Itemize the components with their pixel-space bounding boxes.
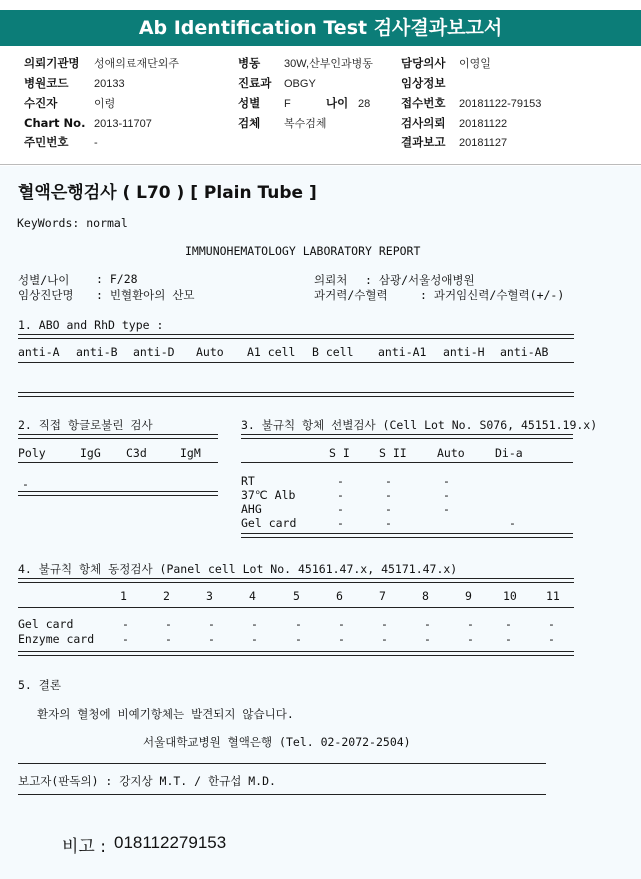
screen-header-cell: Di-a: [495, 446, 523, 460]
dat-header-cell: Poly: [18, 446, 46, 460]
value-sex: F: [284, 98, 291, 110]
panel-cell: -: [208, 632, 215, 646]
sex-age-value: : F/28: [96, 272, 138, 286]
panel-cell: -: [338, 632, 345, 646]
panel-cell: -: [122, 617, 129, 631]
diagnosis-value: : 빈혈환아의 산모: [96, 288, 195, 302]
screen-cell: -: [509, 516, 516, 530]
label-specimen: 검체: [238, 116, 261, 130]
label-hospital-code: 병원코드: [24, 76, 69, 90]
conclusion-text: 환자의 혈청에 비예기항체는 발견되지 않습니다.: [37, 707, 294, 721]
value-hospital-code: 20133: [94, 78, 125, 90]
value-physician: 이영일: [459, 58, 491, 70]
history-value: : 과거임신력/수혈력(+/-): [420, 288, 565, 302]
screen-bottom-rule: [241, 533, 573, 538]
panel-cell: -: [381, 617, 388, 631]
lab-report-title: IMMUNOHEMATOLOGY LABORATORY REPORT: [185, 244, 421, 258]
abo-header-cell: anti-D: [133, 345, 175, 359]
value-report-date: 20181127: [459, 137, 508, 149]
panel-cell: -: [295, 632, 302, 646]
note-value: 018112279153: [114, 833, 227, 852]
report-title: Ab Identification Test 검사결과보고서: [138, 17, 503, 39]
screen-row-label: AHG: [241, 502, 262, 516]
reporter-line: 보고자(판독의) : 강지상 M.T. / 한규섭 M.D.: [18, 774, 276, 788]
abo-bottom-rule: [18, 392, 574, 397]
label-sex: 성별: [238, 96, 261, 110]
info-col-2: [238, 56, 373, 132]
label-age: 나이: [326, 96, 349, 110]
value-age: 28: [358, 98, 371, 110]
abo-header-cell: anti-A1: [378, 345, 427, 359]
value-ward: 30W,산부인과병동: [284, 58, 373, 70]
info-col-1: [24, 56, 179, 151]
report-title-bar: [0, 10, 641, 46]
panel-header-cell: 7: [379, 589, 386, 603]
abo-header-cell: anti-B: [76, 345, 118, 359]
screen-title: 3. 불규칙 항체 선별검사 (Cell Lot No. S076, 45151.19.x): [241, 418, 598, 432]
label-patient: 수진자: [24, 96, 58, 110]
dat-bottom-rule: [18, 491, 218, 496]
screen-row-label: 37℃ Alb: [241, 488, 296, 502]
reporter-top-rule: [18, 763, 546, 764]
panel-header-cell: 2: [163, 589, 170, 603]
panel-cell: -: [122, 632, 129, 646]
screen-header-cell: S I: [329, 446, 350, 460]
value-patient: 이령: [94, 98, 116, 110]
panel-cell: -: [505, 617, 512, 631]
reporter-bottom-rule: [18, 794, 546, 795]
panel-header-cell: 4: [249, 589, 256, 603]
history-label: 과거력/수혈력: [314, 288, 388, 302]
panel-cell: -: [381, 632, 388, 646]
screen-cell: -: [337, 488, 344, 502]
abo-header-cell: anti-H: [443, 345, 485, 359]
panel-cell: -: [165, 632, 172, 646]
abo-mid-rule: [18, 362, 574, 363]
panel-cell: -: [467, 617, 474, 631]
value-resident-no: -: [94, 137, 98, 149]
dat-mid-rule: [18, 462, 218, 463]
panel-header-cell: 6: [336, 589, 343, 603]
conclusion-title: 5. 결론: [18, 678, 61, 692]
referrer-label: 의뢰처: [314, 273, 348, 287]
conclusion-lab: 서울대학교병원 혈액은행 (Tel. 02-2072-2504): [143, 735, 411, 749]
screen-cell: -: [385, 516, 392, 530]
abo-header-cell: anti-A: [18, 345, 60, 359]
note-label: 비고 :: [62, 837, 106, 857]
label-report-date: 결과보고: [401, 135, 446, 149]
screen-header-cell: S II: [379, 446, 407, 460]
label-resident-no: 주민번호: [24, 135, 69, 149]
panel-header-cell: 5: [293, 589, 300, 603]
panel-title: 4. 불규칙 항체 동정검사 (Panel cell Lot No. 45161.47.x, 45171.47.x): [18, 562, 458, 576]
sex-age-label: 성별/나이: [18, 273, 70, 287]
abo-header-cell: B cell: [312, 345, 354, 359]
dat-title: 2. 직접 항글로불린 검사: [18, 418, 153, 432]
value-institution: 성애의료재단외주: [94, 58, 180, 70]
panel-header-cell: 1: [120, 589, 127, 603]
value-accession-no: 20181122-79153: [459, 98, 542, 110]
value-chart-no: 2013-11707: [94, 118, 152, 130]
panel-cell: -: [251, 617, 258, 631]
screen-mid-rule: [241, 462, 573, 463]
panel-cell: -: [165, 617, 172, 631]
diagnosis-label: 임상진단명: [18, 288, 74, 302]
dat-header-cell: C3d: [126, 446, 147, 460]
value-specimen: 복수검체: [284, 118, 327, 130]
info-divider: [0, 164, 641, 165]
panel-cell: -: [424, 632, 431, 646]
label-chart-no: Chart No.: [24, 116, 86, 130]
dat-header-cell: IgG: [80, 446, 101, 460]
panel-row-label: Gel card: [18, 617, 74, 631]
panel-bottom-rule: [18, 651, 574, 656]
screen-row-label: RT: [241, 474, 255, 488]
dat-value: -: [22, 477, 29, 491]
panel-cell: -: [338, 617, 345, 631]
panel-cell: -: [208, 617, 215, 631]
screen-cell: -: [443, 488, 450, 502]
label-clinical-info: 임상정보: [401, 76, 446, 90]
screen-cell: -: [385, 502, 392, 516]
screen-cell: -: [337, 516, 344, 530]
screen-cell: -: [385, 488, 392, 502]
panel-cell: -: [548, 617, 555, 631]
value-department: OBGY: [284, 78, 316, 90]
screen-cell: -: [337, 474, 344, 488]
panel-header-cell: 11: [546, 589, 560, 603]
screen-top-rule: [241, 434, 573, 439]
abo-header-cell: anti-AB: [500, 345, 549, 359]
abo-header-cell: Auto: [196, 345, 224, 359]
screen-header-cell: Auto: [437, 446, 465, 460]
label-physician: 담당의사: [401, 56, 446, 70]
screen-cell: -: [385, 474, 392, 488]
screen-row-label: Gel card: [241, 516, 297, 530]
label-ward: 병동: [238, 56, 261, 70]
abo-top-rule: [18, 334, 574, 339]
screen-cell: -: [337, 502, 344, 516]
screen-cell: -: [443, 502, 450, 516]
panel-row-label: Enzyme card: [18, 632, 95, 646]
panel-header-cell: 10: [503, 589, 517, 603]
referrer-value: : 삼광/서울성애병원: [365, 273, 475, 287]
panel-cell: -: [505, 632, 512, 646]
value-request-date: 20181122: [459, 118, 508, 130]
label-accession-no: 접수번호: [401, 96, 446, 110]
info-col-3: [401, 56, 541, 151]
panel-cell: -: [467, 632, 474, 646]
dat-top-rule: [18, 434, 218, 439]
keywords: KeyWords: normal: [17, 216, 128, 230]
label-institution: 의뢰기관명: [24, 56, 80, 70]
abo-header-cell: A1 cell: [247, 345, 296, 359]
label-request-date: 검사의뢰: [401, 116, 446, 130]
panel-cell: -: [251, 632, 258, 646]
dat-header-cell: IgM: [180, 446, 201, 460]
panel-cell: -: [295, 617, 302, 631]
panel-header-cell: 8: [422, 589, 429, 603]
panel-top-rule: [18, 578, 574, 583]
panel-cell: -: [424, 617, 431, 631]
abo-title: 1. ABO and RhD type :: [18, 318, 164, 332]
panel-header-cell: 9: [465, 589, 472, 603]
screen-cell: -: [443, 474, 450, 488]
panel-cell: -: [548, 632, 555, 646]
panel-mid-rule: [18, 607, 574, 608]
label-department: 진료과: [238, 76, 272, 90]
panel-header-cell: 3: [206, 589, 213, 603]
report-heading: 혈액은행검사 ( L70 ) [ Plain Tube ]: [18, 183, 317, 203]
